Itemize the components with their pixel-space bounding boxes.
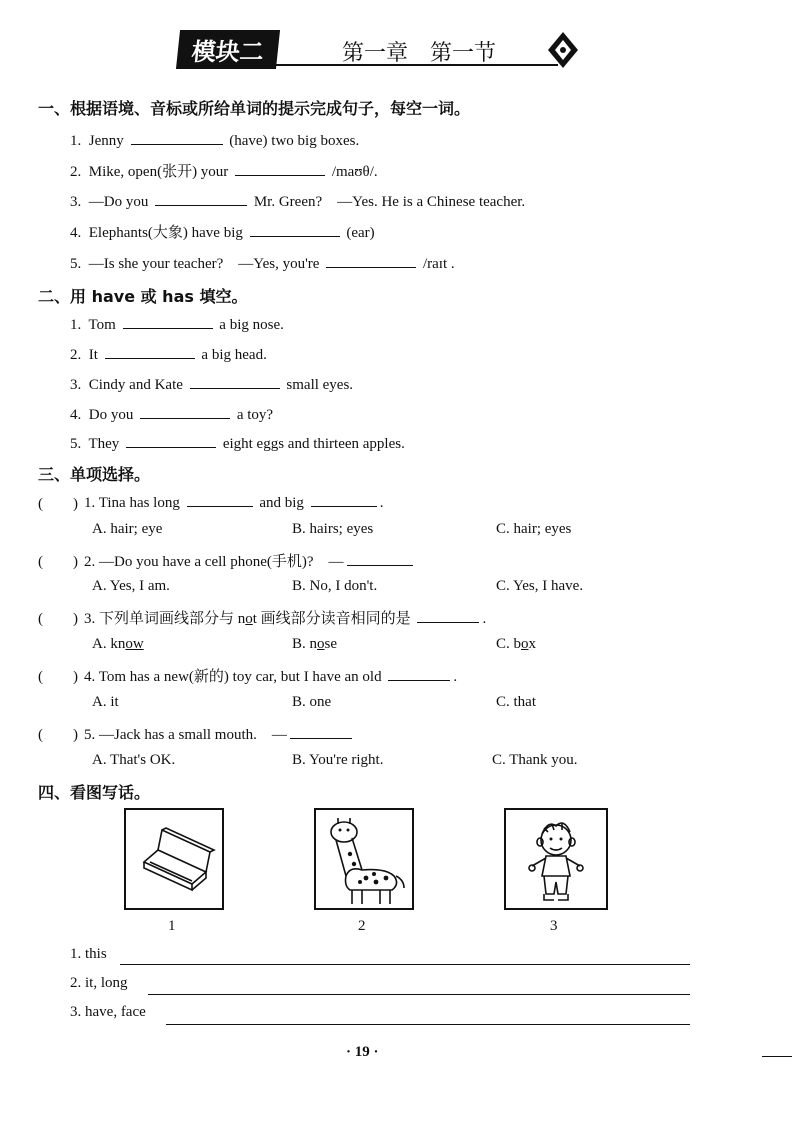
answer-blank[interactable] (155, 191, 247, 206)
answer-blank[interactable] (347, 551, 413, 566)
picture-pencil-box (124, 808, 224, 910)
answer-blank[interactable] (123, 314, 213, 329)
pencil-box-icon (126, 810, 222, 908)
answer-blank[interactable] (388, 666, 450, 681)
part1-item-2: 2. Mike, open(张开) your /maʊθ/. (70, 160, 378, 181)
part1-item-4: 4. Elephants(大象) have big (ear) (70, 221, 375, 242)
picture-giraffe (314, 808, 414, 910)
writing-prompt-3: 3. have, face (70, 1004, 146, 1020)
picture-boy (504, 808, 608, 910)
part2-item-1: 1. Tom a big nose. (70, 314, 284, 334)
option-a[interactable]: A. That's OK. (92, 752, 176, 768)
answer-blank[interactable] (187, 492, 253, 507)
picture-label-2: 2 (358, 918, 366, 934)
part4-title: 四、看图写话。 (38, 783, 151, 802)
mc-question-3: 3. 下列单词画线部分与 not 画线部分读音相同的是 . (84, 607, 486, 628)
answer-blank[interactable] (190, 374, 280, 389)
part2-item-4: 4. Do you a toy? (70, 404, 273, 424)
answer-blank[interactable] (235, 161, 325, 176)
diamond-ornament-icon (546, 30, 580, 75)
option-b[interactable]: B. nose (292, 636, 338, 652)
writing-prompt-2: 2. it, long (70, 975, 128, 991)
part1-title: 一、根据语境、音标或所给单词的提示完成句子，每空一词。 (38, 99, 471, 118)
answer-paren[interactable]: ( ) (38, 496, 78, 512)
option-a[interactable]: A. know (92, 636, 144, 652)
answer-blank[interactable] (131, 130, 223, 145)
writing-line-1[interactable] (120, 964, 690, 965)
option-b[interactable]: B. hairs; eyes (292, 521, 374, 537)
part1-item-5: 5. —Is she your teacher? —Yes, you're /raɪt . (70, 252, 455, 273)
page-number: · 19 · (346, 1044, 379, 1060)
option-c[interactable]: C. that (496, 694, 536, 710)
part2-item-3: 3. Cindy and Kate small eyes. (70, 374, 353, 394)
part2-item-5: 5. They eight eggs and thirteen apples. (70, 433, 405, 453)
option-c[interactable]: C. hair; eyes (496, 521, 572, 537)
part3-title: 三、单项选择。 (38, 465, 151, 484)
option-a[interactable]: A. it (92, 694, 119, 710)
answer-paren[interactable]: ( ) (38, 727, 78, 743)
section-label: 第一节 (430, 41, 497, 66)
answer-blank[interactable] (250, 222, 340, 237)
option-a[interactable]: A. Yes, I am. (92, 578, 170, 594)
option-a[interactable]: A. hair; eye (92, 521, 163, 537)
option-c[interactable]: C. Yes, I have. (496, 578, 584, 594)
chapter-label: 第一章 (342, 41, 409, 66)
option-b[interactable]: B. You're right. (292, 752, 384, 768)
writing-line-2[interactable] (148, 994, 690, 995)
picture-label-1: 1 (168, 918, 176, 934)
option-b[interactable]: B. No, I don't. (292, 578, 378, 594)
part2-title: 二、用 have 或 has 填空。 (38, 287, 248, 306)
answer-blank[interactable] (326, 253, 416, 268)
answer-blank[interactable] (417, 608, 479, 623)
mc-question-4: 4. Tom has a new(新的) toy car, but I have an old . (84, 665, 457, 686)
answer-blank[interactable] (311, 492, 377, 507)
answer-paren[interactable]: ( ) (38, 554, 78, 570)
mc-question-2: 2. —Do you have a cell phone(手机)? — (84, 550, 416, 571)
writing-prompt-1: 1. this (70, 946, 107, 962)
answer-blank[interactable] (105, 344, 195, 359)
part1-item-3: 3. —Do you Mr. Green? —Yes. He is a Chinese teacher. (70, 190, 525, 211)
part2-item-2: 2. It a big head. (70, 344, 267, 364)
boy-icon (506, 810, 606, 908)
module-label: 模块二 (176, 30, 280, 69)
picture-label-3: 3 (550, 918, 558, 934)
answer-paren[interactable]: ( ) (38, 611, 78, 627)
option-c[interactable]: C. box (496, 636, 537, 652)
answer-blank[interactable] (126, 433, 216, 448)
giraffe-icon (316, 810, 412, 908)
answer-blank[interactable] (140, 404, 230, 419)
part1-item-1: 1. Jenny (have) two big boxes. (70, 130, 359, 150)
mc-question-5: 5. —Jack has a small mouth. — (84, 723, 355, 744)
corner-rule (762, 1056, 792, 1057)
option-c[interactable]: C. Thank you. (492, 752, 578, 768)
writing-line-3[interactable] (166, 1024, 690, 1025)
answer-blank[interactable] (290, 724, 352, 739)
answer-paren[interactable]: ( ) (38, 669, 78, 685)
option-b[interactable]: B. one (292, 694, 332, 710)
header-rule (180, 64, 558, 66)
mc-question-1: 1. Tina has long and big . (84, 492, 383, 512)
